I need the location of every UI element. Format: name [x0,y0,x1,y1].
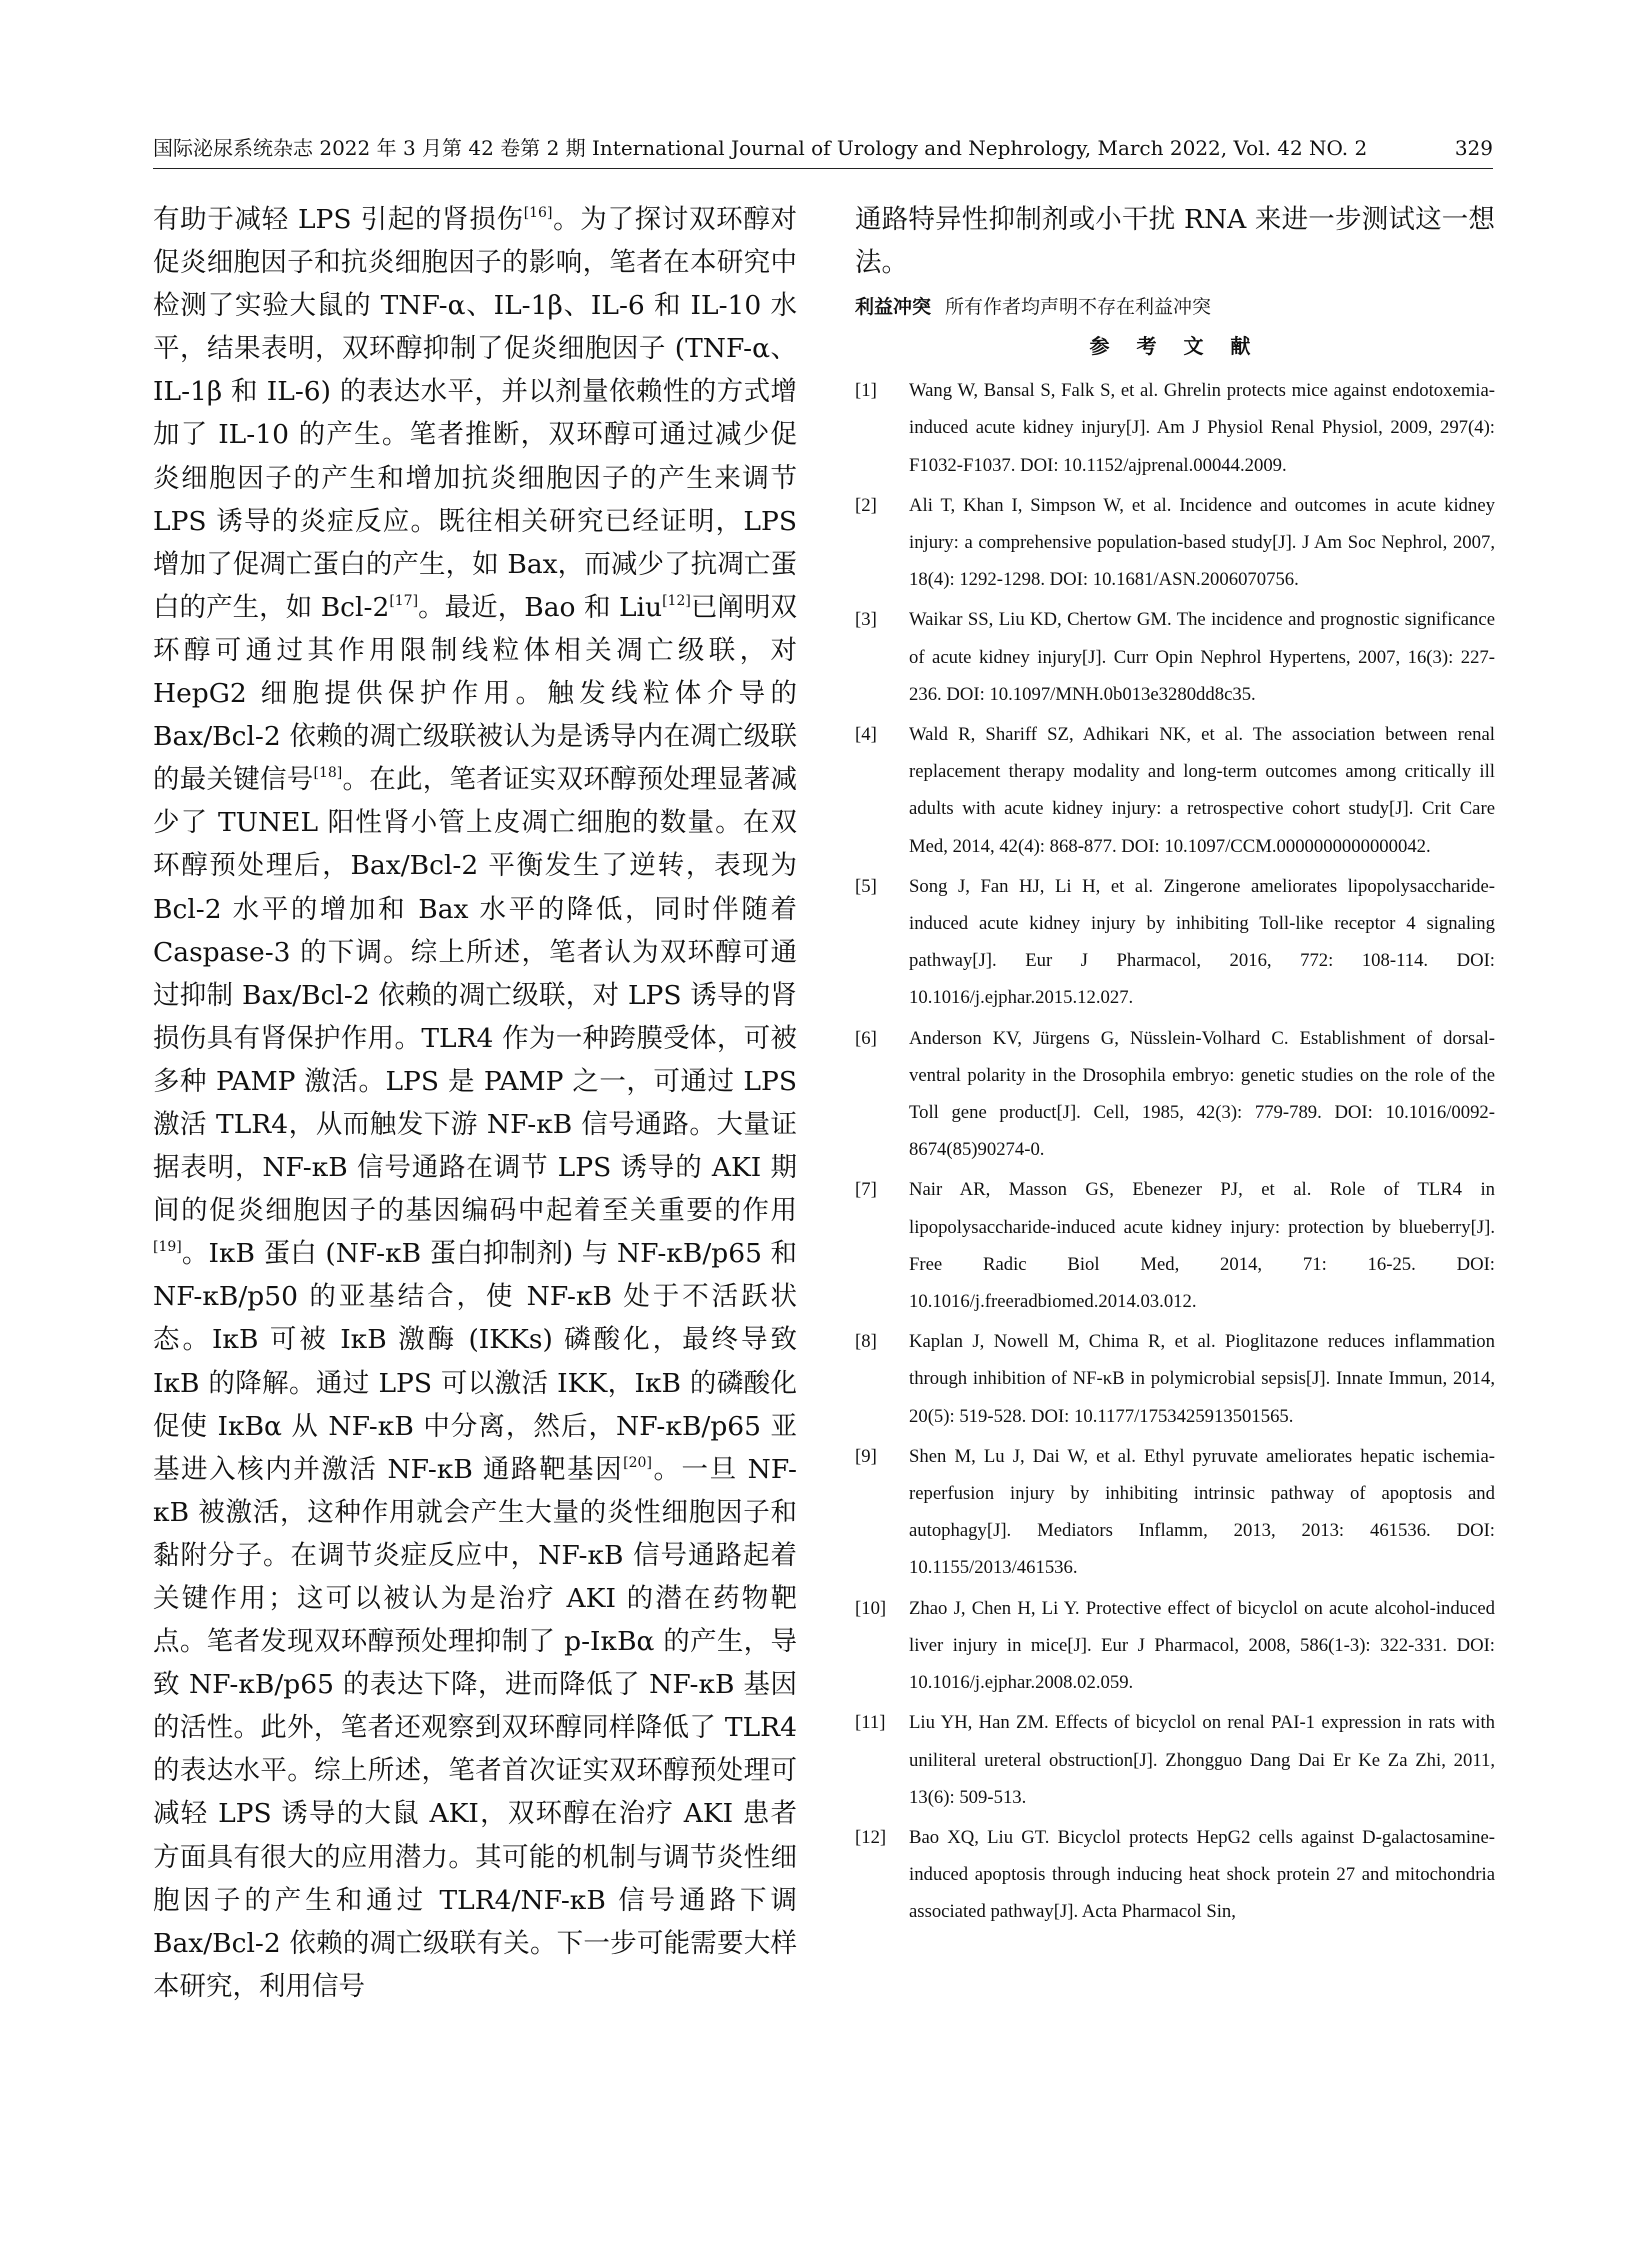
discussion-paragraph [153,198,797,2008]
reference-number: [12] [855,1826,887,1848]
reference-item [855,1438,1495,1587]
reference-item [855,487,1495,599]
reference-number: [2] [855,494,877,516]
citation-marker: [16] [523,205,553,221]
conflict-label: 利益冲突 [855,296,932,319]
body-text: 。最近，Bao 和 Liu [418,591,663,623]
discussion-continuation: 通路特异性抑制剂或小干扰 RNA 来进一步测试这一想法。 [855,204,1495,279]
reference-number: [9] [855,1445,877,1467]
reference-item [855,716,1495,865]
reference-number: [8] [855,1331,877,1353]
reference-number: [11] [855,1712,886,1734]
citation-marker: [18] [313,765,343,782]
reference-text: Wang W, Bansal S, Falk S, et al. Ghrelin protects mice against endotoxemia-induced acute kidney injury[J]. Am J Physiol Renal Physiol, 2009, 297(4): F1032-F1037. DOI: 10.1152/ajprenal.00044.2009. [909,380,1495,476]
running-header [153,130,1493,166]
reference-item [855,1323,1495,1435]
reference-text: Kaplan J, Nowell M, Chima R, et al. Pioglitazone reduces inflammation through inhibition of NF-κB in polymicrobial sepsis[J]. Innate Immun, 2014, 20(5): 519-528. DOI: 10.1177/1753425913501565. [909,1331,1495,1427]
citation-marker: [20] [623,1454,652,1471]
reference-text: Bao XQ, Liu GT. Bicyclol protects HepG2 cells against D-galactosamine-induced apoptosis through inducing heat shock protein 27 and mitochondria associated pathway[J]. Acta Pharmacol Sin, [909,1826,1495,1923]
body-text: 。在此，笔者证实双环醇预处理显著减少了 TUNEL 阳性肾小管上皮凋亡细胞的数量。在双环醇预处理后，Bax/Bcl-2 平衡发生了逆转，表现为 Bcl-2 水平的增加和 Bax 水平的降低，同时伴随着 Caspase-3 的下调。综上所述，笔者认为双环醇可通过抑制 Bax/Bcl-2 依赖的凋亡级联，对 LPS 诱导的肾损伤具有肾保护作用。TLR4 作为一种跨膜受体，可被多种 PAMP 激活。LPS 是 PAMP 之一，可通过 LPS 激活 TLR4，从而触发下游 NF-κB 信号通路。大量证据表明，NF-κB 信号通路在调节 LPS 诱导的 AKI 期间的促炎细胞因子的基因编码中起着至关重要的作用 [153,764,797,1227]
reference-number: [6] [855,1027,877,1049]
reference-text: Wald R, Shariff SZ, Adhikari NK, et al. The association between renal replacement therapy modality and long-term outcomes among critically ill adults with acute kidney injury: a retrospective cohort study[J]. Crit Care Med, 2014, 42(4): 868-877. DOI: 10.1097/CCM.0000000000000042. [909,724,1495,857]
reference-number: [4] [855,724,877,746]
reference-item [855,1020,1495,1169]
reference-item [855,1590,1495,1702]
references-heading: 参 考 文 献 [1089,334,1261,359]
reference-item [855,868,1495,1017]
body-text: 有助于减轻 LPS 引起的肾损伤 [153,204,524,235]
journal-citation-line: 国际泌尿系统杂志 2022 年 3 月第 42 卷第 2 期 International Journal of Urology and Nephrology, March 2022, Vol. 42 NO. 2 [153,136,1368,160]
reference-item [855,1704,1495,1816]
reference-number: [3] [855,609,877,631]
citation-marker: [17] [389,592,419,609]
body-text: 。为了探讨双环醇对促炎细胞因子和抗炎细胞因子的影响，笔者在本研究中检测了实验大鼠的 TNF-α、IL-1β、IL-6 和 IL-10 水平，结果表明，双环醇抑制了促炎细胞因子 (TNF-α、IL-1β 和 IL-6) 的表达水平，并以剂量依赖性的方式增加了 IL-10 的产生。笔者推断，双环醇可通过减少促炎细胞因子的产生和增加抗炎细胞因子的产生来调节 LPS 诱导的炎症反应。既往相关研究已经证明，LPS 增加了促凋亡蛋白的产生，如 Bax，而减少了抗凋亡蛋白的产生，如 Bcl-2 [153,204,797,623]
citation-marker: [12] [662,592,691,609]
reference-item [855,1171,1495,1320]
reference-text: Shen M, Lu J, Dai W, et al. Ethyl pyruvate ameliorates hepatic ischemia-reperfusion injury by inhibiting intrinsic pathway of apoptosis and autophagy[J]. Mediators Inflamm, 2013, 2013: 461536. DOI: 10.1155/2013/461536. [909,1445,1495,1579]
conflict-of-interest [855,292,1495,322]
reference-text: Liu YH, Han ZM. Effects of bicyclol on renal PAI-1 expression in rats with uniliteral ureteral obstruction[J]. Zhongguo Dang Dai Er Ke Za Zhi, 2011, 13(6): 509-513. [909,1712,1495,1808]
conflict-statement: 所有作者均声明不存在利益冲突 [945,296,1212,319]
reference-item [855,601,1495,713]
reference-number: [10] [855,1597,887,1619]
body-text: 。IκB 蛋白 (NF-κB 蛋白抑制剂) 与 NF-κB/p65 和 NF-κB/p50 的亚基结合，使 NF-κB 处于不活跃状态。IκB 可被 IκB 激酶 (IKKs) 磷酸化，最终导致 IκB 的降解。通过 LPS 可以激活 IKK，IκB 的磷酸化促使 IκBα 从 NF-κB 中分离，然后，NF-κB/p65 亚基进入核内并激活 NF-κB 通路靶基因 [153,1238,797,1485]
reference-text: Nair AR, Masson GS, Ebenezer PJ, et al. Role of TLR4 in lipopolysaccharide-induced acute kidney injury: protection by blueberry[J]. Free Radic Biol Med, 2014, 71: 16-25. DOI: 10.1016/j.freeradbiomed.2014.03.012. [909,1179,1495,1313]
reference-text: Song J, Fan HJ, Li H, et al. Zingerone ameliorates lipopolysaccharide-induced acute kidney injury by inhibiting Toll-like receptor 4 signaling pathway[J]. Eur J Pharmacol, 2016, 772: 108-114. DOI: 10.1016/j.ejphar.2015.12.027. [909,875,1495,1009]
header-rule [153,168,1493,169]
reference-number: [1] [855,380,877,402]
reference-list [855,372,1495,1930]
reference-number: [7] [855,1179,877,1201]
body-text: 已阐明双环醇可通过其作用限制线粒体相关凋亡级联，对 HepG2 细胞提供保护作用。触发线粒体介导的 Bax/Bcl-2 依赖的凋亡级联被认为是诱导内在凋亡级联的最关键信号 [153,591,797,796]
reference-number: [5] [855,875,877,897]
reference-item [855,1819,1495,1931]
reference-text: Zhao J, Chen H, Li Y. Protective effect of bicyclol on acute alcohol-induced liver injury in mice[J]. Eur J Pharmacol, 2008, 586(1-3): 322-331. DOI: 10.1016/j.ejphar.2008.02.059. [909,1597,1495,1694]
citation-marker: [19] [153,1239,182,1256]
reference-text: Anderson KV, Jürgens G, Nüsslein-Volhard C. Establishment of dorsal-ventral polarity in the Drosophila embryo: genetic studies on the role of the Toll gene product[J]. Cell, 1985, 42(3): 779-789. DOI: 10.1016/0092-8674(85)90274-0. [909,1027,1495,1161]
left-column-body [153,198,797,2158]
reference-text: Waikar SS, Liu KD, Chertow GM. The incidence and prognostic significance of acute kidney injury[J]. Curr Opin Nephrol Hypertens, 2007, 16(3): 227-236. DOI: 10.1097/MNH.0b013e3280dd8c35. [909,609,1495,705]
right-column [855,198,1495,2158]
reference-text: Ali T, Khan I, Simpson W, et al. Incidence and outcomes in acute kidney injury: a comprehensive population-based study[J]. J Am Soc Nephrol, 2007, 18(4): 1292-1298. DOI: 10.1681/ASN.2006070756. [909,494,1495,591]
reference-item [855,372,1495,484]
body-text: 。一旦 NF-κB 被激活，这种作用就会产生大量的炎性细胞因子和黏附分子。在调节炎症反应中，NF-κB 信号通路起着关键作用；这可以被认为是治疗 AKI 的潜在药物靶点。笔者发现双环醇预处理抑制了 p-IκBα 的产生，导致 NF-κB/p65 的表达下降，进而降低了 NF-κB 基因的活性。此外，笔者还观察到双环醇同样降低了 TLR4 的表达水平。综上所述，笔者首次证实双环醇预处理可减轻 LPS 诱导的大鼠 AKI，双环醇在治疗 AKI 患者方面具有很大的应用潜力。其可能的机制与调节炎性细胞因子的产生和通过 TLR4/NF-κB 信号通路下调 Bax/Bcl-2 依赖的凋亡级联有关。下一步可能需要大样本研究，利用信号 [153,1453,797,2002]
page-number: 329 [1454,136,1493,160]
